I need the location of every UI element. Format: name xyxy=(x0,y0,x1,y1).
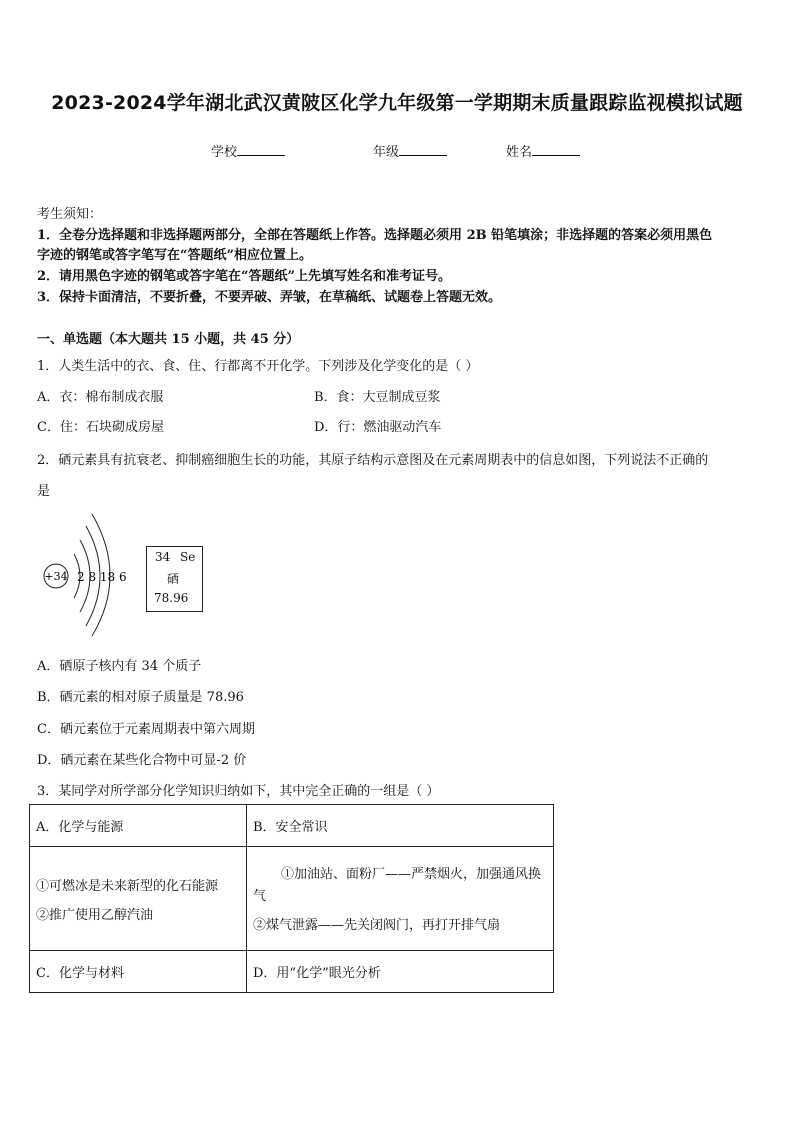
q2-stem-line2: 是 xyxy=(37,484,51,499)
element-name: 硒 xyxy=(167,572,180,586)
grade-label: 年级 xyxy=(373,145,400,160)
atom-structure-diagram xyxy=(40,512,132,638)
table-row xyxy=(30,847,554,951)
name-field[interactable] xyxy=(506,141,580,160)
q3-stem: 3．某同学对所学部分化学知识归纳如下，其中完全正确的一组是（ ） xyxy=(37,784,440,799)
nucleus-label: +34 xyxy=(44,570,68,583)
q1-option-d[interactable]: D．行：燃油驱动汽车 xyxy=(314,420,442,435)
notice-item-1b: 字迹的钢笔或答字笔写在“答题纸”相应位置上。 xyxy=(37,248,312,263)
element-mass: 78.96 xyxy=(154,591,189,605)
table-b-line2: ②煤气泄露——先关闭阀门，再打开排气扇 xyxy=(253,918,501,933)
table-row xyxy=(30,805,554,847)
table-row xyxy=(30,951,554,993)
page-title: 2023-2024学年湖北武汉黄陂区化学九年级第一学期期末质量跟踪监视模拟试题 xyxy=(51,92,743,114)
table-b-line1: ①加油站、面粉厂——严禁烟火，加强通风换气 xyxy=(253,867,542,904)
notice-item-2: 2．请用黑色字迹的钢笔或答字笔在“答题纸”上先填写姓名和准考证号。 xyxy=(37,269,452,284)
table-cell-c-head: C．化学与材料 xyxy=(30,951,247,993)
element-card-selenium xyxy=(146,546,203,612)
q1-option-b[interactable]: B．食：大豆制成豆浆 xyxy=(314,390,441,405)
q3-knowledge-table xyxy=(29,804,554,993)
element-number: 34 xyxy=(155,550,171,564)
school-field[interactable] xyxy=(211,141,285,160)
notice-item-3: 3．保持卡面清洁，不要折叠，不要弄破、弄皱，在草稿纸、试题卷上答题无效。 xyxy=(37,290,502,305)
notice-item-1: 1．全卷分选择题和非选择题两部分，全部在答题纸上作答。选择题必须用 2B 铅笔填涂；非选择题的答案必须用黑色 xyxy=(37,228,713,243)
grade-field[interactable] xyxy=(373,141,447,160)
table-cell-d-head: D．用“化学”眼光分析 xyxy=(247,951,554,993)
electron-shell-numbers: 2 8 18 6 xyxy=(77,570,127,584)
q2-option-d[interactable]: D．硒元素在某些化合物中可显-2 价 xyxy=(37,753,247,768)
table-cell-a-head: A．化学与能源 xyxy=(30,805,247,847)
table-cell-b-head: B．安全常识 xyxy=(247,805,554,847)
element-symbol: Se xyxy=(180,550,196,564)
table-cell-a-body xyxy=(30,847,247,951)
table-a-line1: ①可燃冰是未来新型的化石能源 xyxy=(36,878,219,894)
section-heading: 一、单选题（本大题共 15 小题，共 45 分） xyxy=(37,332,300,347)
q2-stem-line1: 2．硒元素具有抗衰老、抑制癌细胞生长的功能，其原子结构示意图及在元素周期表中的信息如图，下列说法不正确的 xyxy=(37,453,709,468)
notice-heading: 考生须知： xyxy=(37,207,103,222)
table-cell-b-body xyxy=(247,847,554,951)
q2-option-c[interactable]: C．硒元素位于元素周期表中第六周期 xyxy=(37,722,255,737)
q1-stem: 1．人类生活中的衣、食、住、行都离不开化学。下列涉及化学变化的是（ ） xyxy=(37,359,479,374)
q1-option-c[interactable]: C．住：石块砌成房屋 xyxy=(37,420,164,435)
school-label: 学校 xyxy=(211,145,238,160)
q1-option-a[interactable]: A．衣：棉布制成衣服 xyxy=(37,390,164,405)
table-a-line2: ②推广使用乙醇汽油 xyxy=(36,907,154,923)
name-label: 姓名 xyxy=(506,145,533,160)
q2-option-a[interactable]: A．硒原子核内有 34 个质子 xyxy=(37,659,202,674)
q2-option-b[interactable]: B．硒元素的相对原子质量是 78.96 xyxy=(37,690,244,705)
